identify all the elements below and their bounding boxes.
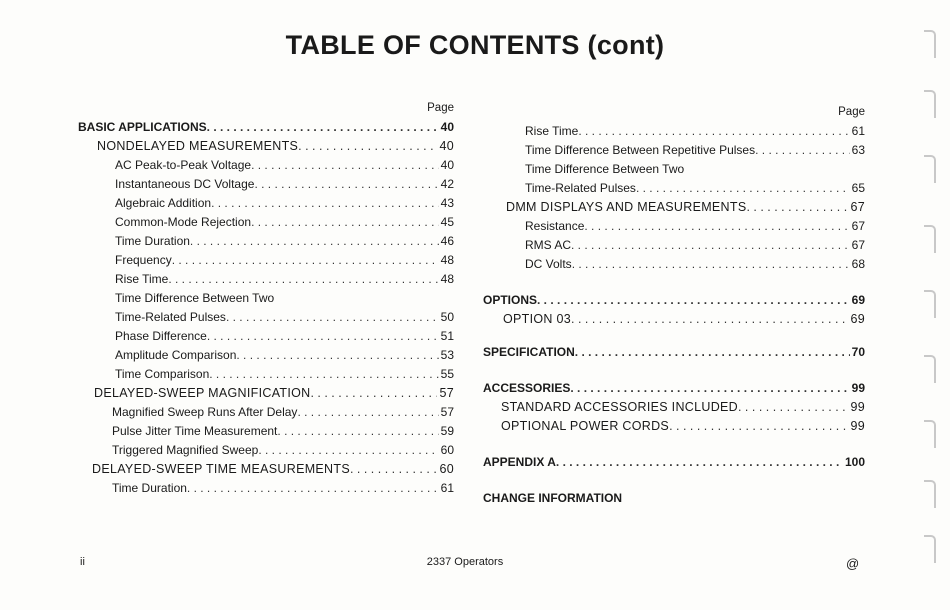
toc-entry[interactable]: Rise Time . . . 48 [78, 270, 454, 289]
toc-left-column [78, 98, 454, 498]
toc-entry[interactable]: AC Peak-to-Peak Voltage . . . 40 [78, 156, 454, 175]
page-column-header: Page [838, 106, 865, 118]
toc-entry[interactable]: STANDARD ACCESSORIES INCLUDED . . . 99 [483, 398, 865, 417]
page-number: ii [80, 556, 85, 568]
toc-entry[interactable]: DELAYED-SWEEP TIME MEASUREMENTS . . . 60 [78, 460, 454, 479]
toc-entry[interactable]: Pulse Jitter Time Measurement . . . 59 [78, 422, 454, 441]
toc-entry[interactable]: BASIC APPLICATIONS . . . 40 [78, 118, 454, 137]
toc-entry[interactable]: NONDELAYED MEASUREMENTS . . . 40 [78, 137, 454, 156]
toc-entry[interactable]: Amplitude Comparison . . . 53 [78, 346, 454, 365]
toc-entry[interactable]: Time Duration . . . 61 [78, 479, 454, 498]
revision-mark: @ [846, 556, 860, 571]
toc-entry[interactable]: OPTIONS . . . 69 [483, 291, 865, 310]
toc-entry[interactable]: APPENDIX A . . . 100 [483, 453, 865, 472]
toc-entry[interactable]: Time-Related Pulses . . . 50 [78, 308, 454, 327]
toc-entry[interactable]: Magnified Sweep Runs After Delay . . . 57 [78, 403, 454, 422]
toc-entry[interactable]: OPTION 03 . . . 69 [483, 310, 865, 329]
toc-entry[interactable]: DMM DISPLAYS AND MEASUREMENTS . . . 67 [483, 198, 865, 217]
toc-entry[interactable]: DC Volts . . . 68 [483, 255, 865, 274]
toc-entry[interactable]: Frequency . . . 48 [78, 251, 454, 270]
toc-right-column [483, 102, 865, 508]
toc-entry[interactable]: Resistance . . . 67 [483, 217, 865, 236]
toc-entry-continued[interactable]: Time Difference Between Two [115, 291, 275, 305]
toc-entry[interactable]: Time Duration . . . 46 [78, 232, 454, 251]
toc-entry[interactable]: SPECIFICATION . . . 70 [483, 343, 865, 362]
toc-entry[interactable]: DELAYED-SWEEP MAGNIFICATION . . . 57 [78, 384, 454, 403]
document-name: 2337 Operators [426, 556, 504, 568]
toc-entry[interactable]: OPTIONAL POWER CORDS . . . 99 [483, 417, 865, 436]
toc-entry[interactable]: RMS AC . . . 67 [483, 236, 865, 255]
toc-entry[interactable]: Time Difference Between Repetitive Pulses . . . 63 [483, 141, 865, 160]
binder-tab-marks [924, 30, 938, 580]
toc-entry[interactable]: Common-Mode Rejection . . . 45 [78, 213, 454, 232]
toc-entry[interactable]: Time Comparison . . . 55 [78, 365, 454, 384]
toc-entry[interactable]: Phase Difference . . . 51 [78, 327, 454, 346]
toc-entry-continued[interactable]: Time Difference Between Two [525, 162, 685, 176]
toc-entry[interactable]: CHANGE INFORMATION [483, 491, 623, 505]
page-column-header: Page [427, 102, 454, 114]
page-title: TABLE OF CONTENTS (cont) [285, 30, 665, 60]
toc-entry[interactable]: Rise Time . . . 61 [483, 122, 865, 141]
toc-entry[interactable]: Instantaneous DC Voltage . . . 42 [78, 175, 454, 194]
toc-entry[interactable]: Time-Related Pulses . . . 65 [483, 179, 865, 198]
toc-entry[interactable]: Algebraic Addition . . . 43 [78, 194, 454, 213]
toc-entry[interactable]: ACCESSORIES . . . 99 [483, 379, 865, 398]
toc-entry[interactable]: Triggered Magnified Sweep . . . 60 [78, 441, 454, 460]
